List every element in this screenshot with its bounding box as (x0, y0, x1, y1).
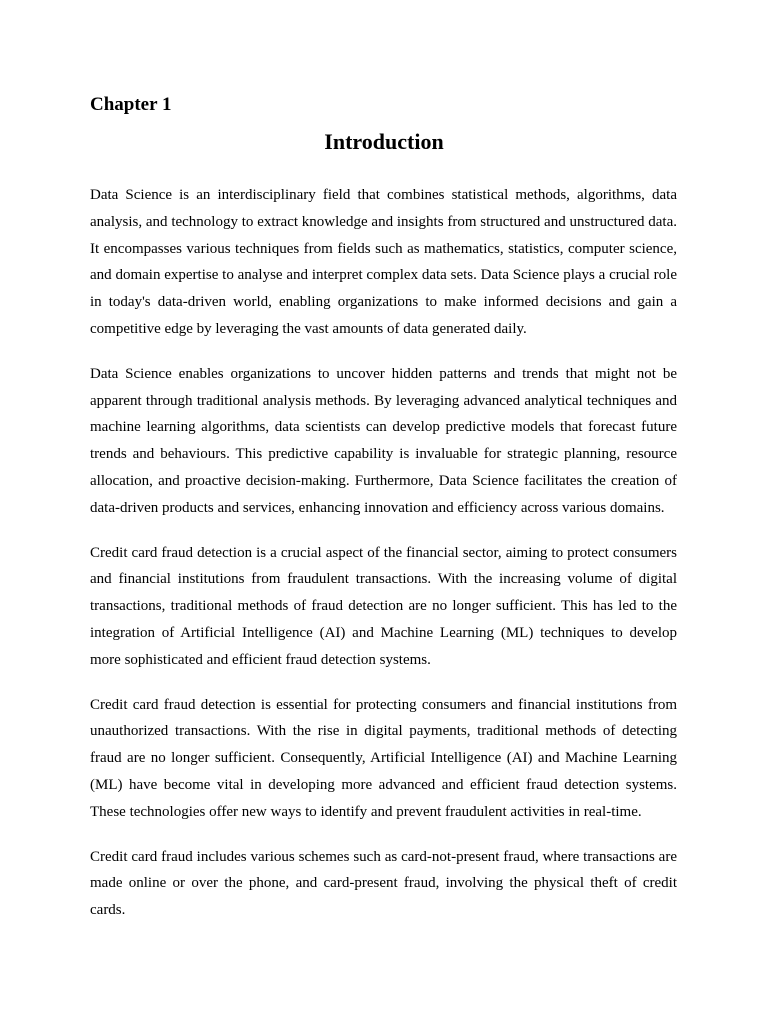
page-title: Introduction (324, 129, 444, 154)
chapter-label: Chapter 1 (90, 94, 172, 115)
paragraph: Credit card fraud detection is essential for protecting consumers and financial institutions from unauthorized transactions. With the rise in digital payments, traditional methods of detecting fraud are no longer sufficient. Consequently, Artificial Intelligence (AI) and Machine Learning (ML) have become vital in developing more advanced and efficient fraud detection systems. These technologies offer new ways to identify and prevent fraudulent activities in real-time. (90, 696, 677, 820)
body-text (90, 182, 677, 942)
paragraph: Credit card fraud detection is a crucial aspect of the financial sector, aiming to protect consumers and financial institutions from fraudulent transactions. With the increasing volume of digital transactions, traditional methods of fraud detection are no longer sufficient. This has led to the integration of Artificial Intelligence (AI) and Machine Learning (ML) techniques to develop more sophisticated and efficient fraud detection systems. (90, 544, 677, 668)
paragraph: Data Science enables organizations to uncover hidden patterns and trends that might not be apparent through traditional analysis methods. By leveraging advanced analytical techniques and machine learning algorithms, data scientists can develop predictive models that forecast future trends and behaviours. This predictive capability is invaluable for strategic planning, resource allocation, and proactive decision-making. Furthermore, Data Science facilitates the creation of data-driven products and services, enhancing innovation and efficiency across various domains. (90, 365, 677, 516)
paragraph: Data Science is an interdisciplinary field that combines statistical methods, algorithms, data analysis, and technology to extract knowledge and insights from structured and unstructured data. It encompasses various techniques from fields such as mathematics, statistics, computer science, and domain expertise to analyse and interpret complex data sets. Data Science plays a crucial role in today's data-driven world, enabling organizations to make informed decisions and gain a competitive edge by leveraging the vast amounts of data generated daily. (90, 187, 677, 337)
paragraph: Credit card fraud includes various schemes such as card-not-present fraud, where transactions are made online or over the phone, and card-present fraud, involving the physical theft of credit cards. (90, 848, 677, 919)
